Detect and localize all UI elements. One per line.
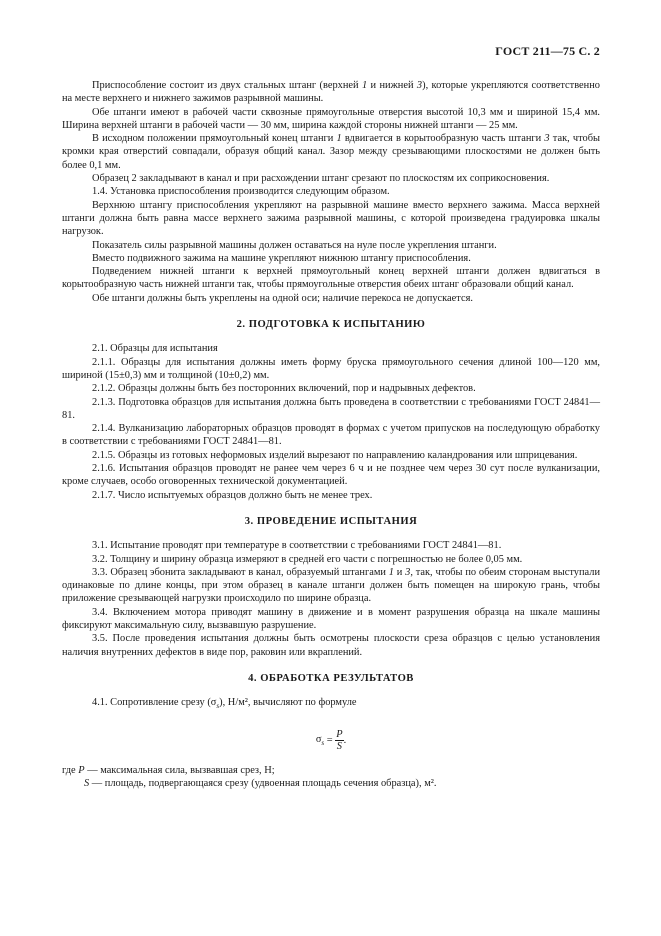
paragraph: 2.1.6. Испытания образцов проводят не ранее чем через 6 ч и не позднее чем через 30 сут после вулканизации, кроме случаев, особо оговоренных технической документацией. [62, 463, 600, 488]
paragraph: 3.5. После проведения испытания должны быть осмотрены плоскости среза образцов с целью установления наличия внутренних дефектов в виде пор, раковин или вкраплений. [62, 633, 600, 658]
paragraph: Показатель силы разрывной машины должен оставаться на нуле после укрепления штанги. [92, 239, 497, 251]
paragraph: 3.3. Образец эбонита закладывают в канал, образуемый штангами 1 и 3, так, чтобы по обеим сторонам выступали одинаковые по длине концы, при этом образец в канале штанги должен быть помещен на широкую грань, чтобы приложение срезывающей нагрузки происходило по ширине образца. [62, 566, 601, 605]
page-header: ГОСТ 211—75 С. 2 [495, 44, 600, 58]
paragraph: Подведением нижней штанги к верхней прямоугольный конец верхней штанги должен вдвигаться в корытообразную часть нижней штанги так, чтобы прямоугольные отверстия обеих штанг образовали общий канал. [62, 266, 600, 291]
where-s: S — площадь, подвергающаяся срезу (удвоенная площадь сечения образца), м². [84, 777, 437, 789]
formula-lhs: $\sigma_s$ [315, 734, 325, 748]
paragraph: Приспособление состоит из двух стальных штанг (верхней 1 и нижней 3), которые укрепляются соответственно на месте верхнего и нижнего зажимов разрывной машины. [62, 80, 600, 105]
paragraph: 3.1. Испытание проводят при температуре в соответствии с требованиями ГОСТ 24841—81. [92, 540, 502, 552]
paragraph: Вместо подвижного зажима на машине укрепляют нижнюю штангу приспособления. [92, 252, 471, 264]
paragraph: 3.2. Толщину и ширину образца измеряют в средней его части с погрешностью не более 0,05 мм. [92, 553, 523, 565]
paragraph: 2.1. Образцы для испытания [92, 343, 218, 355]
shear-formula: $\sigma_s$ = $\frac{P}{S}$ . [315, 728, 347, 752]
section-3-title: 3. ПРОВЕДЕНИЕ ИСПЫТАНИЯ [244, 515, 418, 527]
section-2-body [62, 342, 600, 502]
paragraph: 1.4. Установка приспособления производится следующим образом. [92, 186, 390, 198]
paragraph: Обе штанги имеют в рабочей части сквозные прямоугольные отверстия высотой 10,3 мм и шириной 15,4 мм. Ширина верхней штанги в рабочей части — 30 мм, ширина каждой стороны нижней штанги — 25 мм. [62, 106, 600, 131]
paragraph: Обе штанги должны быть укреплены на одной оси; наличие перекоса не допускается. [92, 292, 473, 304]
document-body [62, 79, 600, 790]
section-4-title: 4. ОБРАБОТКА РЕЗУЛЬТАТОВ [248, 672, 414, 684]
section-2-title: 2. ПОДГОТОВКА К ИСПЫТАНИЮ [236, 319, 426, 331]
paragraph: 2.1.3. Подготовка образцов для испытания должна быть проведена в соответствии с требованиями ГОСТ 24841—81. [62, 396, 600, 421]
paragraph: 3.4. Включением мотора приводят машину в движение и в момент разрушения образца на шкале машины фиксируют максимальную силу, вызвавшую разрушение. [62, 606, 600, 631]
section-3-body [62, 539, 600, 659]
paragraph: 2.1.5. Образцы из готовых неформовых изделий вырезают по направлению каландрования или шприцевания. [92, 449, 578, 461]
paragraph: 2.1.7. Число испытуемых образцов должно быть не менее трех. [92, 489, 373, 501]
paragraph: В исходном положении прямоугольный конец штанги 1 вдвигается в корытообразную часть штанги 3 так, чтобы кромки края отверстий совпадали, образуя общий канал. Зазор между срезывающими плоскостями не должен быть более 0,1 мм. [62, 133, 600, 171]
paragraph: Образец 2 закладывают в канал и при расхождении штанг срезают по плоскостям их соприкосновения. [92, 173, 550, 185]
intro-block [62, 79, 600, 305]
paragraph: 2.1.1. Образцы для испытания должны иметь форму бруска прямоугольного сечения длиной 100—120 мм, шириной (15±0,3) мм и толщиной (10±0,2) мм. [62, 356, 600, 381]
formula-fraction: $\frac{P}{S}$ [336, 728, 343, 752]
paragraph: Верхнюю штангу приспособления укрепляют на разрывной машине вместо верхнего зажима. Масса верхней штанги должна быть равна массе верхнего зажима разрывной машины, с которой произведена градуировка шкалы нагрузок. [62, 199, 600, 238]
where-p: где P — максимальная сила, вызвавшая срез, Н; [62, 764, 275, 776]
paragraph: 2.1.2. Образцы должны быть без посторонних включений, пор и надрывных дефектов. [92, 383, 476, 395]
paragraph-4-1: 4.1. Сопротивление срезу $(\sigma_s)$, Н/м², вычисляют по формуле [92, 697, 357, 711]
paragraph: 2.1.4. Вулканизацию лабораторных образцов проводят в формах с учетом припусков на последующую обработку в соответствии с требованиями ГОСТ 24841—81. [62, 423, 600, 448]
